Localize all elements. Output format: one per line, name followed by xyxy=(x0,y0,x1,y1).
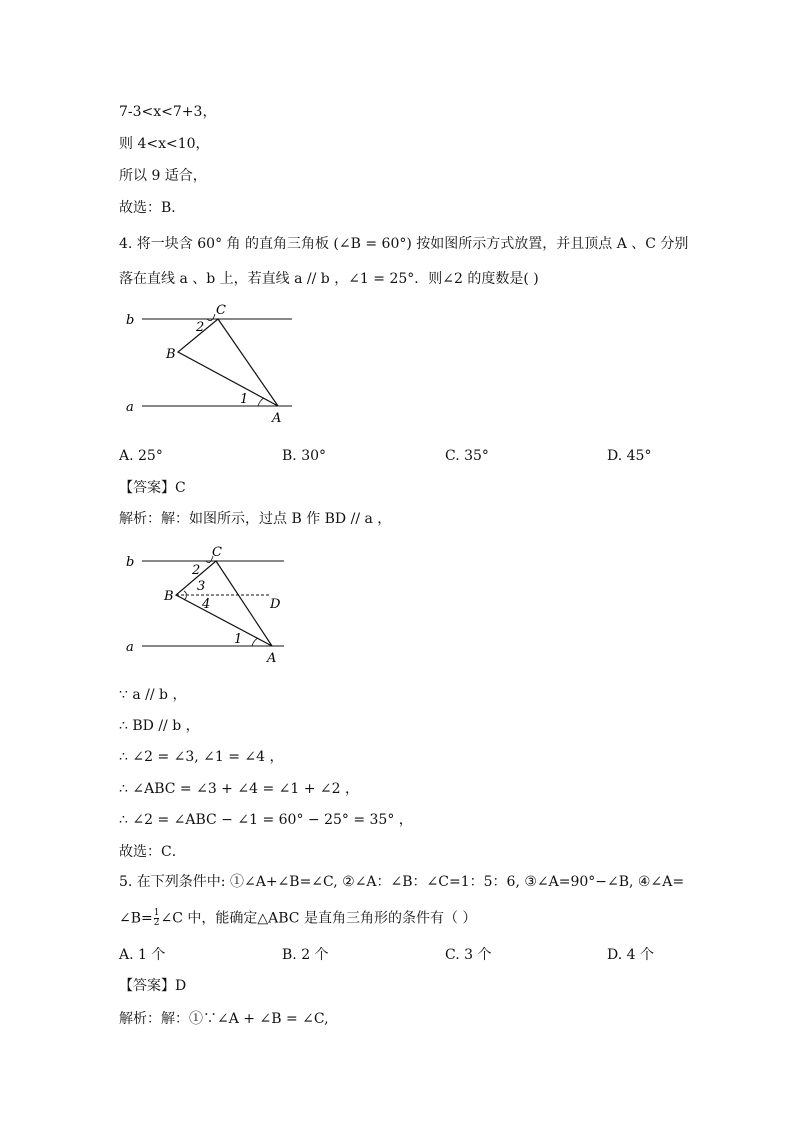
question-4-text: 4. 将一块含 60° 角 的直角三角板 (∠B = 60°) 按如图所示方式放置，并且顶点 A 、C 分别 xyxy=(119,236,689,252)
vertex-label-c: C xyxy=(216,303,226,318)
angle-label-2: 2 xyxy=(192,563,201,578)
proof-line: ∴ ∠ABC = ∠3 + ∠4 = ∠1 + ∠2 ， xyxy=(119,781,359,797)
angle-arc xyxy=(207,314,215,321)
q5-text-part: ∠C 中，能确定△ABC 是直角三角形的条件有（ ） xyxy=(160,910,477,927)
vertex-label-a: A xyxy=(267,651,277,666)
vertex-label-b: B xyxy=(166,347,176,362)
question-4-figure xyxy=(112,300,312,430)
line-label-b: b xyxy=(126,555,135,570)
angle-label-4: 4 xyxy=(202,597,211,612)
analysis-text: 解析：解：如图所示，过点 B 作 BD // a ， xyxy=(119,511,392,527)
vertex-label-a: A xyxy=(272,411,282,426)
option-a[interactable]: A. 25° xyxy=(119,448,163,464)
text-line: 故选：B． xyxy=(119,200,186,216)
angle-label-1: 1 xyxy=(234,632,243,647)
answer-label: 【答案】C xyxy=(119,480,186,496)
fraction-one-half xyxy=(154,909,160,928)
point-label-d: D xyxy=(270,597,281,612)
line-label-b: b xyxy=(126,313,135,328)
option-c[interactable]: C. 35° xyxy=(445,448,489,464)
option-c[interactable]: C. 3 个 xyxy=(445,947,492,963)
angle-arc xyxy=(184,591,186,595)
line-label-a: a xyxy=(126,400,134,415)
angle-label-3: 3 xyxy=(197,579,206,594)
text-line: 则 4<x<10， xyxy=(119,136,210,152)
analysis-text: 解析：解：①∵∠A + ∠B = ∠C, xyxy=(119,1011,329,1027)
angle-label-1: 1 xyxy=(240,392,249,407)
analysis-figure xyxy=(112,540,312,670)
question-5-text xyxy=(119,909,476,928)
answer-label: 【答案】D xyxy=(119,978,187,994)
q5-text-part: ∠B= xyxy=(119,910,153,927)
text-line: 所以 9 适合， xyxy=(119,168,207,184)
vertex-label-b: B xyxy=(164,589,174,604)
question-4-text: 落在直线 a 、b 上，若直线 a // b ，∠1 = 25°．则∠2 的度数是( ) xyxy=(119,271,539,287)
option-b[interactable]: B. 2 个 xyxy=(282,947,329,963)
option-b[interactable]: B. 30° xyxy=(282,448,327,464)
angle-arc xyxy=(258,398,264,406)
proof-line: ∴ ∠2 = ∠3, ∠1 = ∠4 ， xyxy=(119,749,284,765)
option-d[interactable]: D. 4 个 xyxy=(607,947,654,963)
vertex-label-c: C xyxy=(212,545,222,560)
option-a[interactable]: A. 1 个 xyxy=(119,947,166,963)
text-line: 7-3<x<7+3， xyxy=(119,104,217,120)
fraction-numerator: 1 xyxy=(153,908,160,918)
angle-arc xyxy=(252,638,258,646)
proof-line: ∵ a // b ， xyxy=(119,687,187,703)
line-label-a: a xyxy=(126,640,134,655)
proof-line: ∴ BD // b ， xyxy=(119,718,200,734)
option-d[interactable]: D. 45° xyxy=(607,448,652,464)
proof-line: 故选：C． xyxy=(119,844,186,860)
fraction-denominator: 2 xyxy=(153,918,160,928)
question-5-text: 5. 在下列条件中: ①∠A+∠B=∠C, ②∠A：∠B：∠C=1：5：6, ③∠A=90°−∠B, ④∠A= xyxy=(119,874,685,890)
proof-line: ∴ ∠2 = ∠ABC − ∠1 = 60° − 25° = 35° ， xyxy=(119,812,413,828)
angle-label-2: 2 xyxy=(196,320,205,335)
